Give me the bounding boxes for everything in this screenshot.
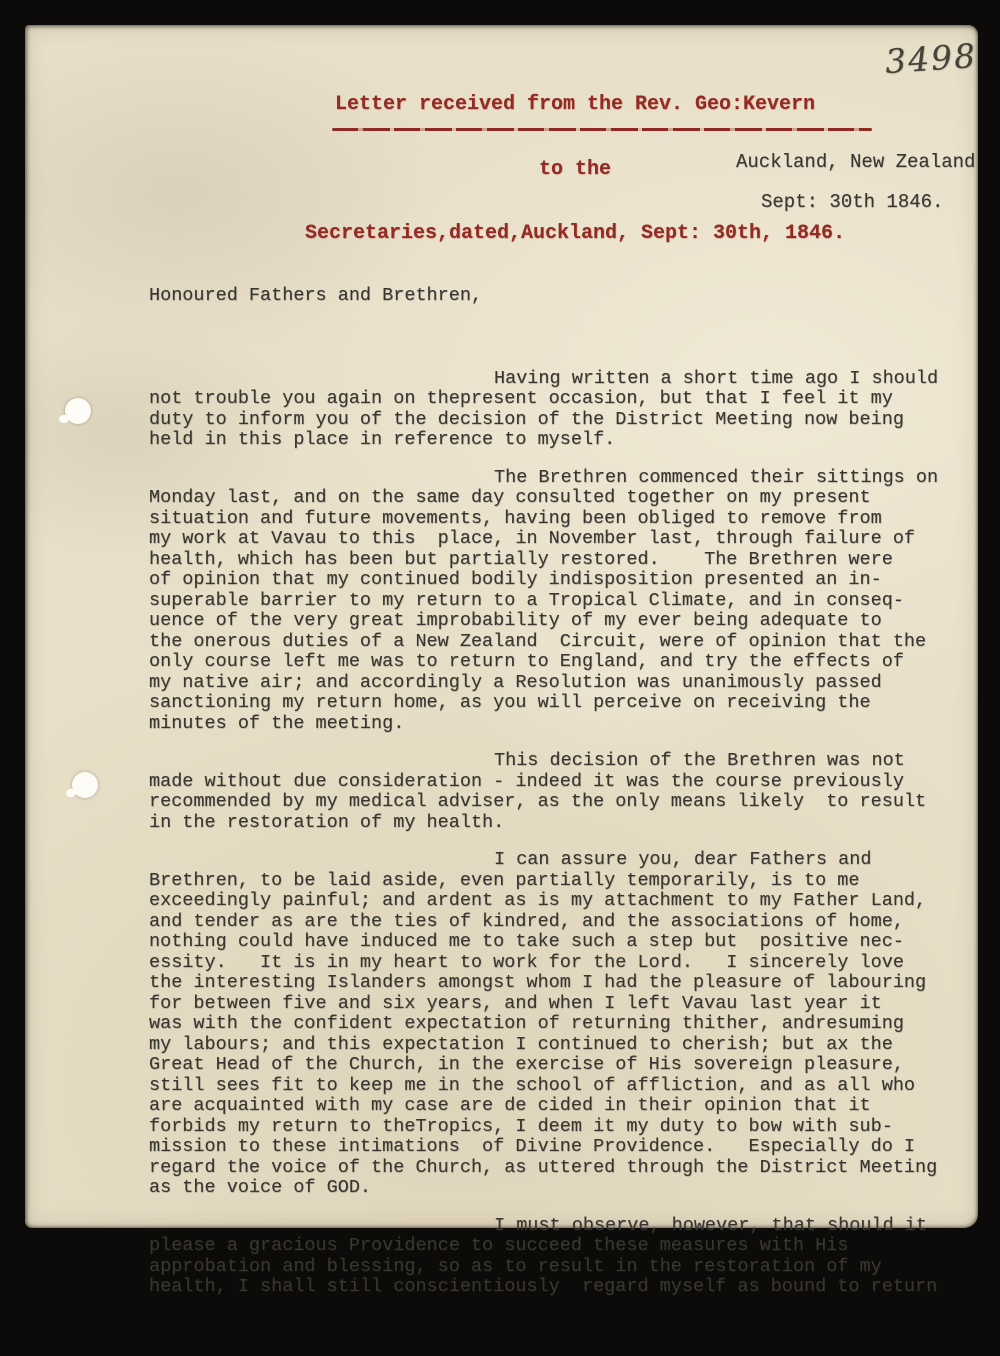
letter-line: please a gracious Providence to succeed these measures with His: [149, 1235, 849, 1256]
letter-paragraph: [149, 850, 969, 1199]
dateline-date: Sept: 30th 1846.: [761, 191, 944, 213]
heading-line-2: to the: [538, 157, 611, 181]
letter-line: Great Head of the Church, in the exercise of His sovereign pleasure,: [149, 1054, 904, 1075]
letter-line: health, which has been but partially restored. The Brethren were: [149, 548, 893, 570]
letter-line: approbation and blessing, so as to result in the restoration of my: [149, 1255, 882, 1277]
letter-line: duty to inform you of the decision of the District Meeting now being: [149, 408, 904, 430]
letter-line: my labours; and this expectation I continued to cherish; but ax the: [149, 1033, 893, 1055]
letter-line: essity. It is in my heart to work for the Lord. I sincerely love: [149, 951, 904, 973]
letter-line: situation and future movements, having been obliged to remove from: [149, 507, 882, 529]
heading-line-1: Letter received from the Rev. Geo:Kevern: [334, 93, 816, 116]
letter-line: only course left me was to return to England, and try the effects of: [149, 651, 904, 672]
letter-line: This decision of the Brethren was not: [494, 750, 905, 771]
letter-line: the onerous duties of a New Zealand Circuit, were of opinion that the: [149, 630, 927, 652]
letter-paragraphs: [149, 369, 969, 1298]
letter-line: for between five and six years, and when I left Vavau last year it: [149, 992, 882, 1014]
letter-line: in the restoration of my health.: [149, 811, 505, 833]
letter-line: superable barrier to my return to a Tropical Climate, and in conseq-: [149, 589, 904, 611]
letter-line: uence of the very great improbability of my ever being adequate to: [149, 610, 882, 631]
letter-line: recommended by my medical adviser, as the only means likely to result: [149, 791, 927, 812]
letter-paragraph: [149, 1216, 969, 1298]
letter-line: held in this place in reference to myself.: [149, 429, 616, 450]
letter-line: nothing could have induced me to take such a step but positive nec-: [149, 931, 904, 952]
letter-line: the interesting Islanders amongst whom I had the pleasure of labouring: [149, 972, 927, 993]
letter-paragraph: [149, 369, 969, 451]
heading-line-3: Secretaries,dated,Auckland, Sept: 30th, 1846.: [304, 222, 846, 245]
letter-paragraph: [149, 751, 969, 833]
letter-line: made without due consideration - indeed it was the course previously: [149, 770, 904, 792]
dateline-place: Auckland, New Zealand: [736, 151, 976, 173]
letter-line: forbids my return to theTropics, I deem it my duty to bow with sub-: [149, 1115, 893, 1137]
letter-line: Monday last, and on the same day consulted together on my present: [149, 487, 871, 508]
letter-line: The Brethren commenced their sittings on: [494, 466, 939, 488]
letter-line: regard the voice of the Church, as uttered through the District Meeting: [149, 1156, 938, 1178]
letter-line: as the voice of GOD.: [149, 1177, 372, 1198]
letter-line: sanctioning my return home, as you will perceive on receiving the: [149, 692, 871, 713]
letter-line: I can assure you, dear Fathers and: [494, 849, 872, 870]
letter-line: health, I shall still conscientiously regard myself as bound to return: [149, 1276, 938, 1297]
salutation: Honoured Fathers and Brethren,: [149, 285, 483, 306]
letter-body: [149, 245, 969, 1356]
letter-line: and tender as are the ties of kindred, and the associations of home,: [149, 910, 904, 932]
letter-line: of opinion that my continued bodily indisposition presented an in-: [149, 569, 882, 590]
letter-line: my native air; and accordingly a Resolution was unanimously passed: [149, 671, 882, 693]
letter-line: minutes of the meeting.: [149, 712, 405, 734]
letter-page: [25, 25, 979, 1297]
letter-line: Having written a short time ago I should: [494, 367, 939, 389]
heading-underline: [332, 128, 872, 131]
letter-line: Brethren, to be laid aside, even partially temporarily, is to me: [149, 869, 860, 891]
letter-line: are acquainted with my case are de cided in their opinion that it: [149, 1095, 871, 1116]
letter-paragraph: [149, 468, 969, 735]
hole-punch-bottom: [72, 772, 98, 798]
letter-line: I must observe, however, that should it: [494, 1214, 927, 1236]
archive-number: 3498: [883, 35, 979, 82]
hole-punch-top: [65, 398, 91, 424]
letter-line: not trouble you again on thepresent occasion, but that I feel it my: [149, 388, 893, 409]
letter-line: mission to these intimations of Divine Providence. Especially do I: [149, 1136, 916, 1157]
letter-line: was with the confident expectation of returning thither, andresuming: [149, 1013, 904, 1034]
letter-line: still sees fit to keep me in the school of affliction, and as all who: [149, 1074, 916, 1096]
letter-line: my work at Vavau to this place, in November last, through failure of: [149, 528, 916, 549]
letter-line: exceedingly painful; and ardent as is my attachment to my Father Land,: [149, 890, 927, 911]
